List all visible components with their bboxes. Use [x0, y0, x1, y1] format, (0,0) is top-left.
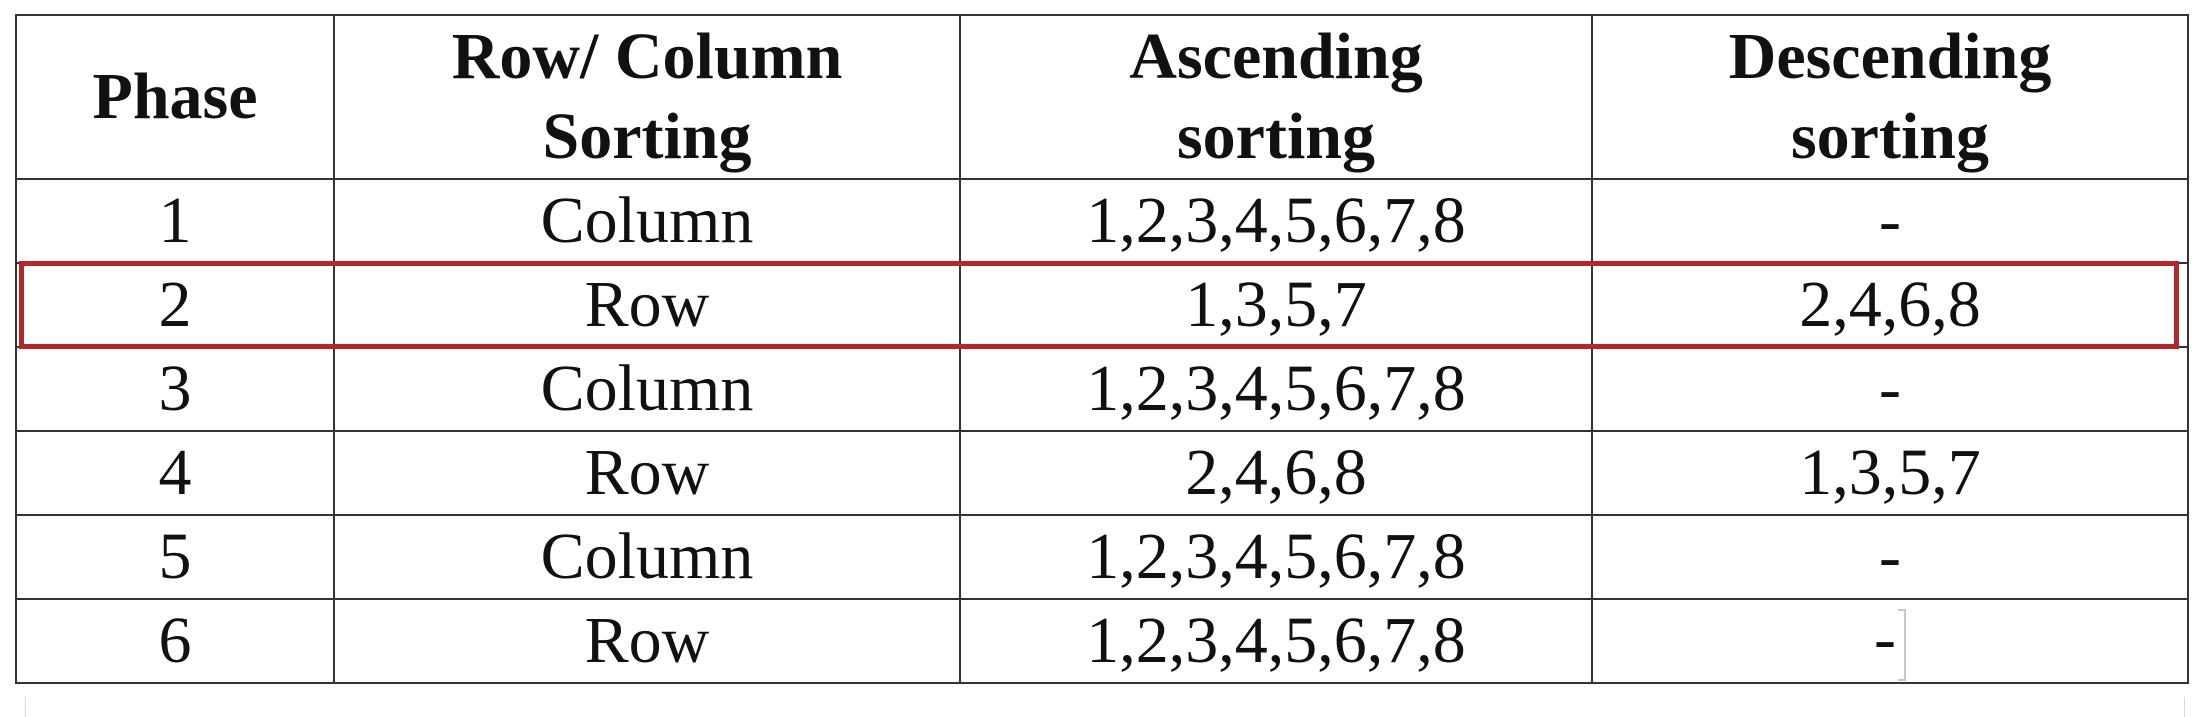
table-row	[16, 515, 2188, 599]
header-ascending-line-2: sorting	[1177, 100, 1375, 173]
descending-cell: -	[1592, 347, 2188, 431]
page-bottom-edge	[25, 697, 2185, 717]
sorting-type-cell: Row	[334, 263, 960, 347]
ascending-cell: 1,2,3,4,5,6,7,8	[960, 347, 1592, 431]
header-row-column-line-1: Row/ Column	[451, 20, 843, 93]
table-row	[16, 431, 2188, 515]
header-descending-line-1: Descending	[1728, 20, 2052, 93]
header-ascending-sorting	[960, 15, 1592, 179]
phase-cell: 6	[16, 599, 334, 683]
sorting-type-cell: Column	[334, 347, 960, 431]
phase-cell: 3	[16, 347, 334, 431]
text-cursor-icon	[1898, 609, 1906, 681]
descending-cell-text: -	[1874, 602, 1896, 676]
header-row	[16, 15, 2188, 179]
descending-cell: -	[1592, 179, 2188, 263]
sorting-type-cell: Row	[334, 431, 960, 515]
phase-cell: 5	[16, 515, 334, 599]
phase-cell: 4	[16, 431, 334, 515]
ascending-cell: 1,2,3,4,5,6,7,8	[960, 179, 1592, 263]
descending-cell: -	[1592, 515, 2188, 599]
sorting-type-cell: Column	[334, 179, 960, 263]
header-descending-line-2: sorting	[1791, 100, 1989, 173]
ascending-cell: 1,3,5,7	[960, 263, 1592, 347]
ascending-cell: 1,2,3,4,5,6,7,8	[960, 599, 1592, 683]
table-row	[16, 179, 2188, 263]
header-phase	[16, 15, 334, 179]
descending-cell-editing[interactable]	[1592, 599, 2188, 683]
ascending-cell: 1,2,3,4,5,6,7,8	[960, 515, 1592, 599]
header-row-column-line-2: Sorting	[542, 100, 752, 173]
descending-cell: 1,3,5,7	[1592, 431, 2188, 515]
ascending-cell: 2,4,6,8	[960, 431, 1592, 515]
table-row	[16, 599, 2188, 683]
sorting-phases-table	[15, 14, 2189, 684]
header-row-column-sorting	[334, 15, 960, 179]
phase-cell: 1	[16, 179, 334, 263]
header-phase-line-1: Phase	[92, 60, 258, 133]
header-ascending-line-1: Ascending	[1129, 20, 1423, 93]
descending-cell: 2,4,6,8	[1592, 263, 2188, 347]
sorting-type-cell: Row	[334, 599, 960, 683]
table-row	[16, 347, 2188, 431]
header-descending-sorting	[1592, 15, 2188, 179]
phase-cell: 2	[16, 263, 334, 347]
sorting-type-cell: Column	[334, 515, 960, 599]
table-row	[16, 263, 2188, 347]
